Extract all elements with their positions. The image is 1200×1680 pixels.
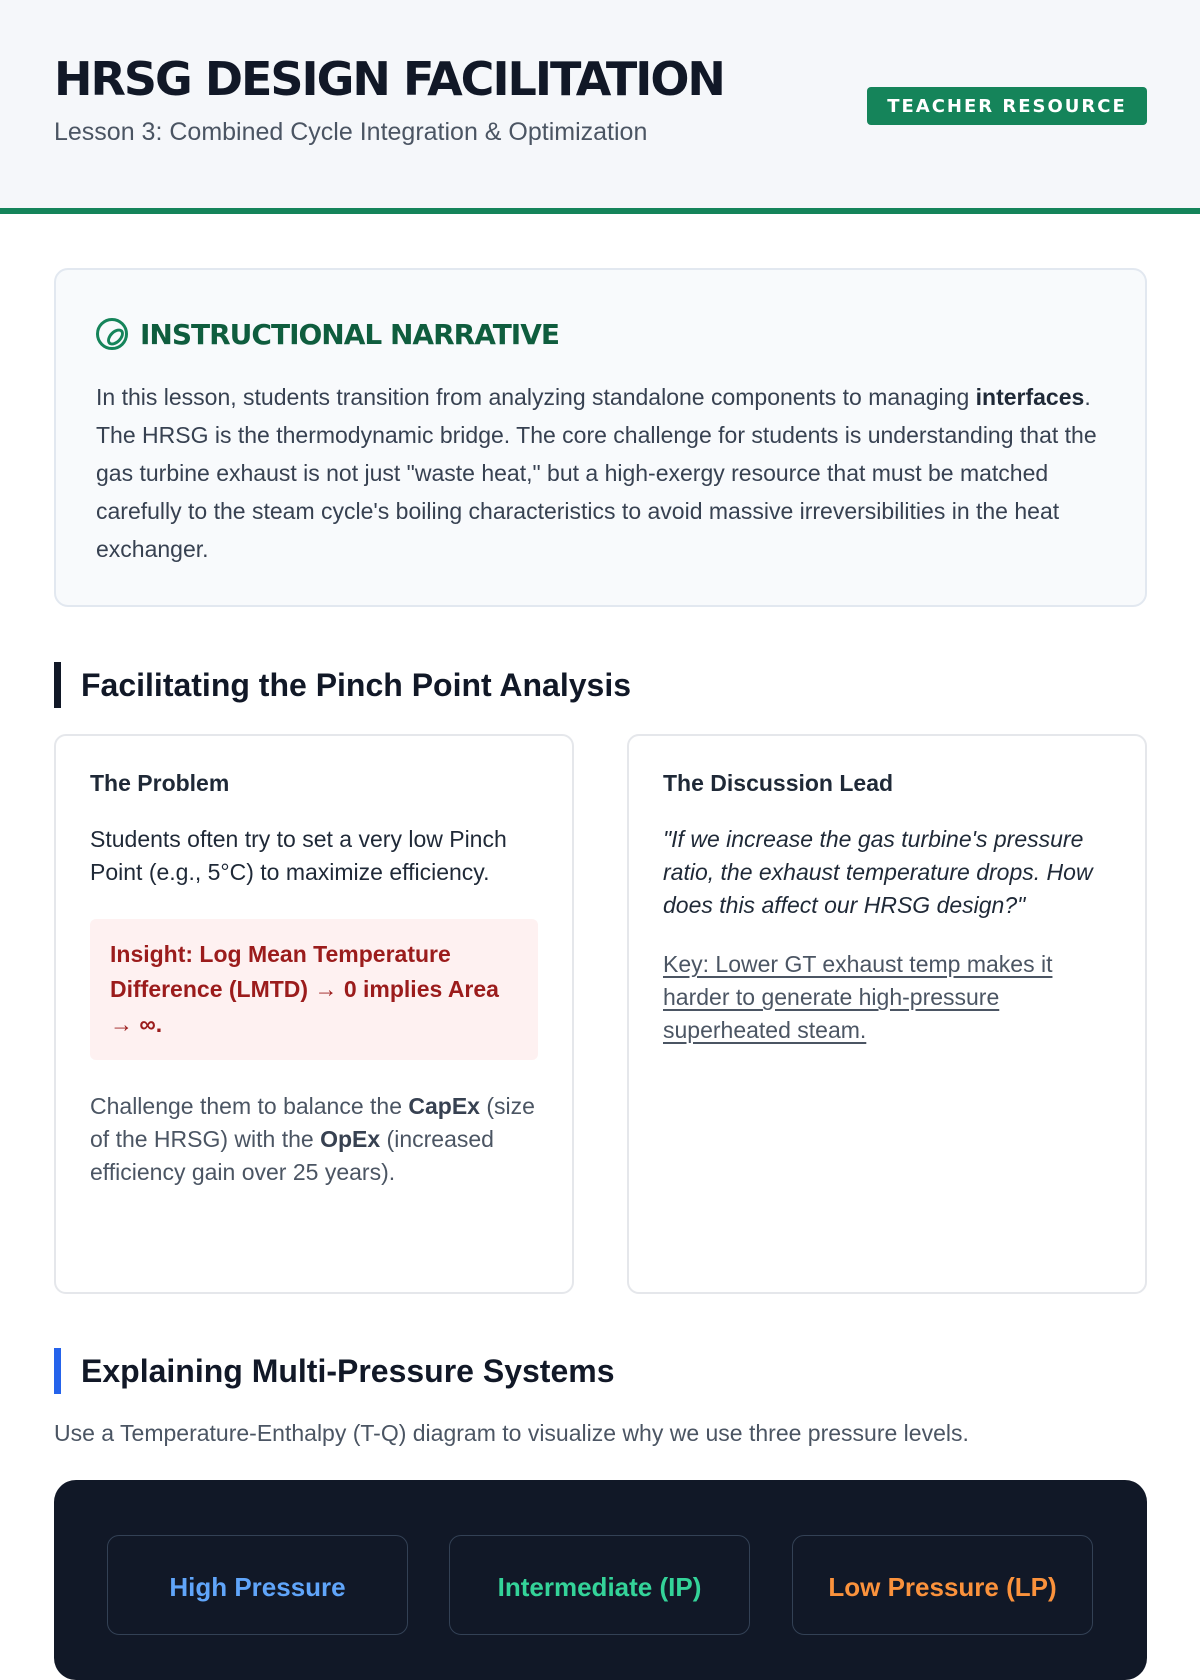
opex-term: OpEx — [320, 1126, 381, 1152]
narrative-body — [96, 378, 1105, 568]
narrative-text-2: . The HRSG is the thermodynamic bridge. The core challenge for students is understanding that the gas turbine exhaust is not just "waste heat," but a high-exergy resource that must be matched carefully to the steam cycle's boiling characteristics to avoid massive irreversibilities in the heat exchanger. — [96, 384, 1097, 562]
multi-pressure-section-heading: Explaining Multi-Pressure Systems — [54, 1348, 615, 1394]
pressure-level-ip — [449, 1535, 750, 1635]
page-header — [0, 0, 1200, 214]
pinch-section-heading: Facilitating the Pinch Point Analysis — [54, 662, 631, 708]
pressure-level-label: Low Pressure (LP) — [828, 1572, 1057, 1602]
pressure-level-label: High Pressure — [169, 1572, 346, 1602]
discussion-card — [627, 734, 1147, 1294]
discussion-key-link[interactable]: Key: Lower GT exhaust temp makes it harder to generate high-pressure superheated steam. — [663, 951, 1053, 1043]
pressure-level-hp — [107, 1535, 408, 1635]
pressure-level-label: Intermediate (IP) — [497, 1572, 702, 1602]
narrative-title: INSTRUCTIONAL NARRATIVE — [140, 317, 560, 351]
insight-callout: Insight: Log Mean Temperature Difference (LMTD) → 0 implies Area → ∞. — [90, 919, 538, 1060]
instructional-narrative-card — [54, 268, 1147, 607]
lesson-subtitle: Lesson 3: Combined Cycle Integration & Optimization — [54, 118, 648, 146]
narrative-header — [96, 314, 1105, 354]
challenge-text-3: (increased efficiency gain over 25 years). — [90, 1126, 494, 1185]
discussion-quote — [663, 823, 1111, 922]
challenge-text-1: Challenge them to balance the — [90, 1093, 409, 1119]
discussion-card-title: The Discussion Lead — [663, 770, 894, 796]
capex-term: CapEx — [408, 1093, 480, 1119]
multi-pressure-intro: Use a Temperature-Enthalpy (T-Q) diagram to visualize why we use three pressure levels. — [54, 1420, 969, 1446]
challenge-text — [90, 1090, 538, 1189]
problem-card-title: The Problem — [90, 770, 230, 796]
teacher-resource-badge: TEACHER RESOURCE — [867, 87, 1147, 125]
problem-text: Students often try to set a very low Pinch Point (e.g., 5°C) to maximize efficiency. — [90, 826, 507, 885]
narrative-bold-interfaces: interfaces — [975, 384, 1085, 410]
problem-card — [54, 734, 574, 1294]
page-title: HRSG DESIGN FACILITATION — [54, 52, 724, 106]
discussion-quote-text: "If we increase the gas turbine's pressure ratio, the exhaust temperature drops. How does this affect our HRSG design?" — [663, 826, 1093, 918]
pressure-level-lp — [792, 1535, 1093, 1635]
compass-icon — [96, 318, 128, 350]
narrative-text-1: In this lesson, students transition from analyzing standalone components to managing — [96, 384, 976, 410]
challenge-text-2: (size of the HRSG) with the — [90, 1093, 535, 1152]
